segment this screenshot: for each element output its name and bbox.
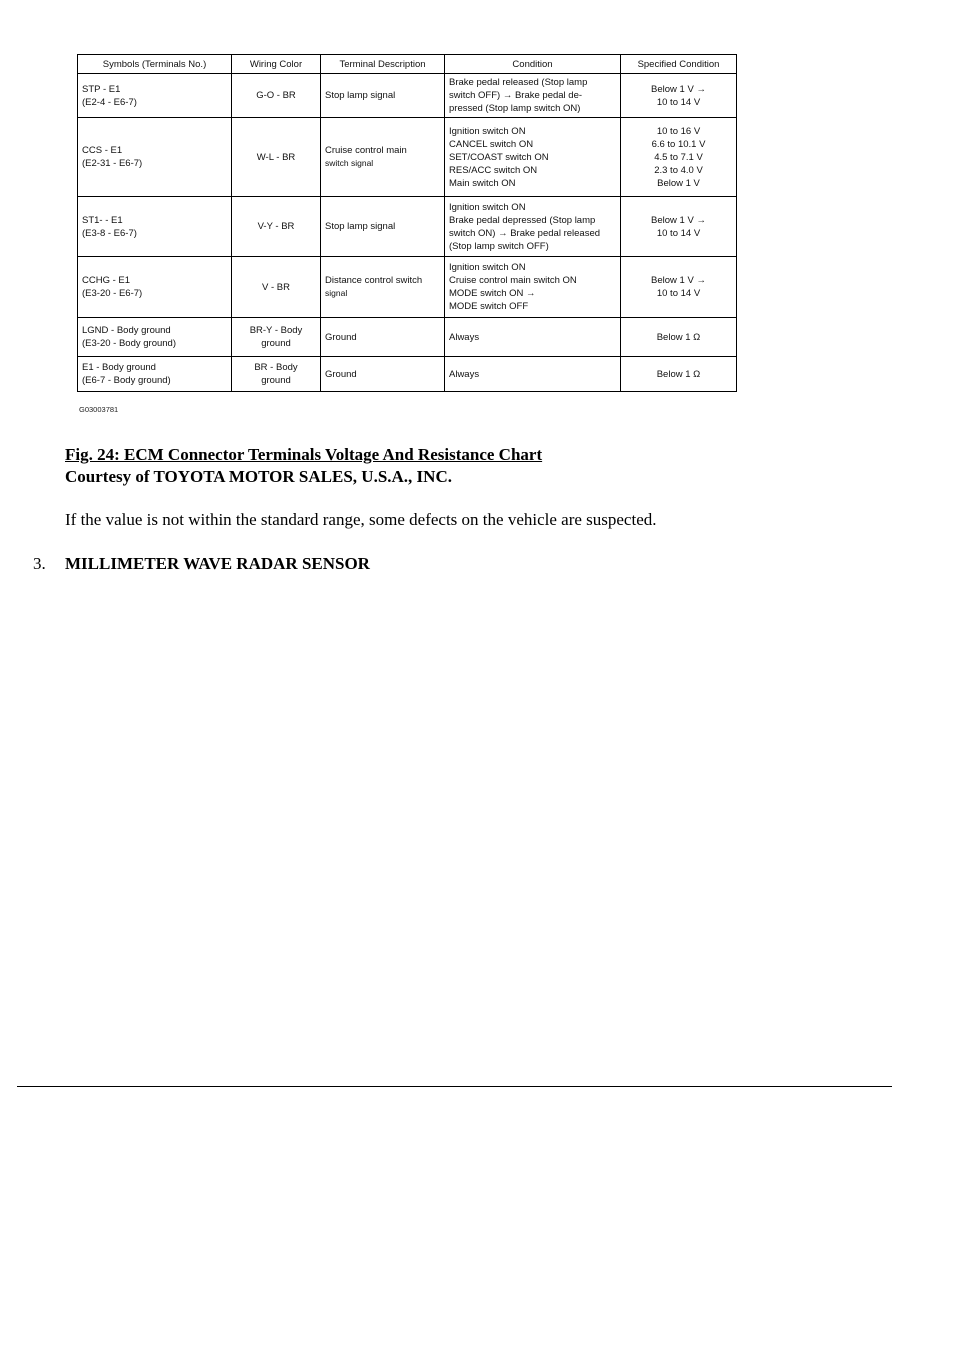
text-line: signal	[325, 288, 348, 298]
text-line: Below 1 V →	[651, 214, 706, 226]
text-line: W-L - BR	[256, 151, 296, 163]
cell-wiring	[232, 318, 321, 357]
step-title: MILLIMETER WAVE RADAR SENSOR	[65, 554, 370, 573]
cell-specified	[621, 318, 737, 357]
header-specified-condition: Specified Condition	[621, 55, 737, 74]
text-line: ST1- - E1	[82, 214, 123, 226]
cell-symbol	[78, 257, 232, 318]
text-line: 10 to 14 V	[656, 288, 701, 299]
cell-symbol	[78, 357, 232, 392]
table-row	[78, 257, 737, 318]
text-line: 10 to 16 V	[656, 125, 701, 137]
text-line: SET/COAST switch ON	[449, 151, 549, 163]
header-condition: Condition	[445, 55, 621, 74]
text-line: G-O - BR	[256, 90, 296, 101]
text-line: (E2-31 - E6-7)	[82, 158, 143, 169]
text-line: Ignition switch ON	[449, 201, 526, 213]
text-line: switch OFF) → Brake pedal de-	[449, 90, 583, 101]
text-line: (E2-4 - E6-7)	[82, 96, 137, 108]
footer-divider	[17, 1086, 892, 1087]
text-line: E1 - Body ground	[82, 362, 156, 373]
text-line: 6.6 to 10.1 V	[651, 138, 706, 150]
text-line: Ignition switch ON	[449, 262, 526, 273]
text-line: Cruise control main	[325, 145, 407, 156]
header-terminal-description: Terminal Description	[321, 55, 445, 74]
text-line: Stop lamp signal	[325, 90, 396, 101]
text-line: Brake pedal released (Stop lamp	[449, 77, 588, 88]
text-line: ground	[261, 375, 291, 386]
text-line: Ground	[325, 368, 357, 380]
cell-specified	[621, 197, 737, 257]
cell-symbol	[78, 318, 232, 357]
cell-wiring	[232, 74, 321, 118]
figure-code: G03003781	[79, 405, 119, 414]
table-row	[78, 197, 737, 257]
header-symbols: Symbols (Terminals No.)	[78, 55, 232, 74]
cell-symbol	[78, 197, 232, 257]
cell-description	[321, 197, 445, 257]
text-line: 4.5 to 7.1 V	[654, 151, 703, 163]
cell-condition	[445, 318, 621, 357]
cell-description	[321, 257, 445, 318]
text-line: (E3-20 - Body ground)	[82, 338, 176, 349]
terminal-spec-table-figure	[77, 54, 736, 392]
text-line: V-Y - BR	[257, 221, 295, 232]
cell-wiring	[232, 257, 321, 318]
text-line: Main switch ON	[449, 177, 516, 189]
text-line: Cruise control main switch ON	[449, 275, 577, 286]
cell-condition	[445, 197, 621, 257]
text-line: pressed (Stop lamp switch ON)	[449, 103, 581, 114]
table-row	[78, 74, 737, 118]
text-line: switch signal	[325, 158, 374, 168]
text-line: Below 1 V →	[651, 83, 706, 95]
text-line: MODE switch ON →	[449, 288, 536, 299]
text-line: RES/ACC switch ON	[449, 164, 538, 176]
note-paragraph: If the value is not within the standard range, some defects on the vehicle are suspected.	[65, 510, 657, 529]
cell-specified	[621, 357, 737, 392]
cell-description	[321, 318, 445, 357]
figure-caption: Fig. 24: ECM Connector Terminals Voltage And Resistance Chart	[65, 445, 543, 464]
text-line: MODE switch OFF	[449, 301, 529, 312]
text-line: Distance control switch	[325, 275, 423, 286]
text-line: (E3-20 - E6-7)	[82, 288, 143, 299]
text-line: CCHG - E1	[82, 275, 131, 286]
text-line: (Stop lamp switch OFF)	[449, 240, 549, 252]
text-line: Brake pedal depressed (Stop lamp	[449, 214, 596, 226]
cell-wiring	[232, 357, 321, 392]
cell-wiring	[232, 197, 321, 257]
text-line: BR-Y - Body	[249, 325, 303, 336]
cell-condition	[445, 118, 621, 197]
text-line: V - BR	[262, 281, 290, 293]
table-row	[78, 318, 737, 357]
text-line: switch ON) → Brake pedal released	[449, 227, 601, 239]
cell-condition	[445, 357, 621, 392]
text-line: BR - Body	[254, 362, 298, 373]
terminal-spec-table	[77, 54, 737, 392]
courtesy-line: Courtesy of TOYOTA MOTOR SALES, U.S.A., INC.	[65, 467, 452, 486]
text-line: Always	[449, 331, 480, 343]
text-line: 2.3 to 4.0 V	[654, 164, 703, 176]
cell-description	[321, 357, 445, 392]
table-row	[78, 118, 737, 197]
text-line: Below 1 Ω	[656, 368, 701, 380]
cell-description	[321, 74, 445, 118]
cell-specified	[621, 118, 737, 197]
cell-specified	[621, 257, 737, 318]
text-line: Below 1 Ω	[656, 331, 701, 343]
cell-symbol	[78, 118, 232, 197]
text-line: Ignition switch ON	[449, 125, 526, 137]
table-row	[78, 357, 737, 392]
text-line: CANCEL switch ON	[449, 138, 534, 150]
text-line: Stop lamp signal	[325, 221, 396, 232]
text-line: LGND - Body ground	[82, 325, 171, 336]
cell-wiring	[232, 118, 321, 197]
cell-condition	[445, 74, 621, 118]
text-line: (E6-7 - Body ground)	[82, 375, 171, 386]
text-line: STP - E1	[82, 83, 121, 95]
text-line: 10 to 14 V	[656, 96, 701, 108]
cell-symbol	[78, 74, 232, 118]
cell-specified	[621, 74, 737, 118]
text-line: CCS - E1	[82, 145, 123, 156]
text-line: (E3-8 - E6-7)	[82, 227, 137, 239]
text-line: Below 1 V →	[651, 275, 706, 286]
table-header-row	[78, 55, 737, 74]
cell-condition	[445, 257, 621, 318]
step-number: 3.	[33, 554, 46, 573]
text-line: 10 to 14 V	[656, 227, 701, 239]
cell-description	[321, 118, 445, 197]
header-wiring-color: Wiring Color	[232, 55, 321, 74]
text-line: Always	[449, 368, 480, 380]
text-line: Ground	[325, 331, 357, 343]
text-line: ground	[261, 338, 291, 349]
text-line: Below 1 V	[657, 177, 700, 189]
